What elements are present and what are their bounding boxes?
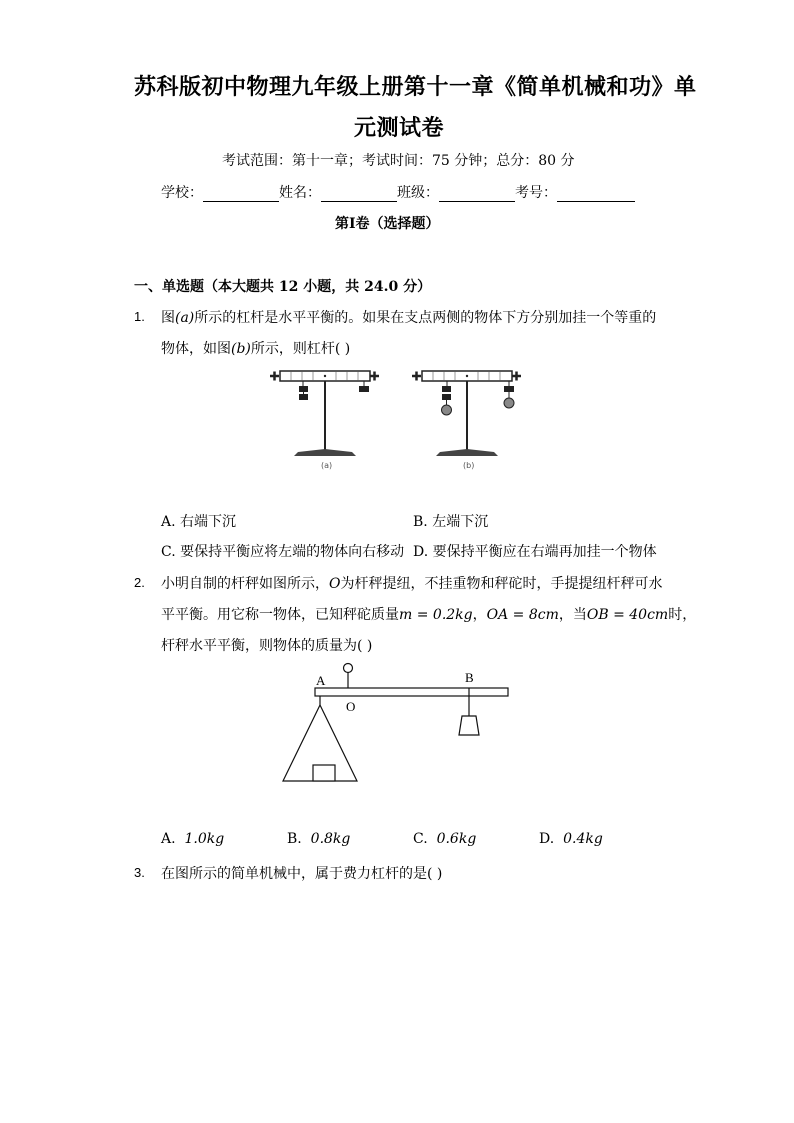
page-title: 苏科版初中物理九年级上册第十一章《简单机械和功》单 <box>134 74 697 100</box>
q3-stem: 在图所示的简单机械中，属于费力杠杆的是( ) <box>161 866 443 882</box>
student-info-row <box>161 182 635 202</box>
q2-stem-line1 <box>161 573 662 593</box>
q2-option-a[interactable] <box>161 831 224 847</box>
page-title-line2: 元测试卷 <box>354 115 445 141</box>
q1-text: 所示，则杠杆( ) <box>250 341 351 357</box>
q2-oa: OA = 8cm <box>486 607 559 623</box>
label-o: O <box>346 699 356 714</box>
q1-var-b: (b) <box>231 341 251 357</box>
name-field[interactable] <box>321 187 397 202</box>
lever-figure-b <box>410 364 525 476</box>
q1-text: 图 <box>161 310 175 326</box>
name-label: 姓名： <box>279 185 321 201</box>
option-letter: C. <box>413 831 428 847</box>
section-heading: 一、单选题（本大题共 12 小题，共 24.0 分） <box>134 279 432 295</box>
q1-option-b[interactable]: B. 左端下沉 <box>413 514 489 530</box>
fig-b-label: (b) <box>463 461 475 470</box>
q2-text: 平平衡。用它称一物体，已知秤砣质量 <box>161 607 399 623</box>
option-letter: A. <box>161 831 176 847</box>
q1-var-a: (a) <box>175 310 195 326</box>
q1-text: 物体，如图 <box>161 341 231 357</box>
q2-text: 时， <box>668 607 697 623</box>
q2-text: 小明自制的杆秤如图所示， <box>161 576 329 592</box>
question-number-1: 1. <box>134 309 145 324</box>
class-label: 班级： <box>397 185 439 201</box>
q1-option-d[interactable]: D. 要保持平衡应在右端再加挂一个物体 <box>413 544 657 560</box>
q2-text: 为杆秤提纽，不挂重物和秤砣时，手提提纽杆秤可水 <box>340 576 663 592</box>
q2-mass: m = 0.2kg <box>399 607 473 623</box>
q1-option-a[interactable]: A. 右端下沉 <box>161 514 237 530</box>
exam-number-label: 考号： <box>515 185 557 201</box>
question-number-3: 3. <box>134 865 145 880</box>
q1-stem-line1 <box>161 307 656 327</box>
steelyard-figure <box>270 658 520 788</box>
option-letter: B. <box>287 831 302 847</box>
label-a: A <box>316 673 326 688</box>
fig-a-label: (a) <box>321 461 333 470</box>
exam-info: 考试范围：第十一章；考试时间：75 分钟；总分：80 分 <box>222 153 575 169</box>
school-field[interactable] <box>203 187 279 202</box>
q2-option-d[interactable] <box>539 831 603 847</box>
option-value: 1.0kg <box>184 831 225 847</box>
q1-option-c[interactable]: C. 要保持平衡应将左端的物体向右移动 <box>161 544 405 560</box>
lever-figure-a <box>268 364 383 476</box>
q2-ob: OB = 40cm <box>586 607 669 623</box>
option-value: 0.4kg <box>563 831 603 847</box>
q2-text: ， <box>472 607 487 623</box>
class-field[interactable] <box>439 187 515 202</box>
q2-stem-line2 <box>161 604 696 624</box>
option-value: 0.6kg <box>436 831 477 847</box>
option-value: 0.8kg <box>310 831 351 847</box>
volume-title: 第Ⅰ卷（选择题） <box>335 216 440 232</box>
q2-text: ，当 <box>558 607 587 623</box>
exam-number-field[interactable] <box>557 187 635 202</box>
question-number-2: 2. <box>134 575 145 590</box>
option-letter: D. <box>539 831 555 847</box>
school-label: 学校： <box>161 185 203 201</box>
q1-stem-line2 <box>161 338 350 358</box>
q1-text: 所示的杠杆是水平平衡的。如果在支点两侧的物体下方分别加挂一个等重的 <box>194 310 657 326</box>
q2-var-o: O <box>329 576 341 592</box>
q2-option-c[interactable] <box>413 831 476 847</box>
q2-stem-line3: 杆秤水平平衡，则物体的质量为( ) <box>161 638 373 654</box>
label-b: B <box>465 670 474 685</box>
q2-option-b[interactable] <box>287 831 350 847</box>
